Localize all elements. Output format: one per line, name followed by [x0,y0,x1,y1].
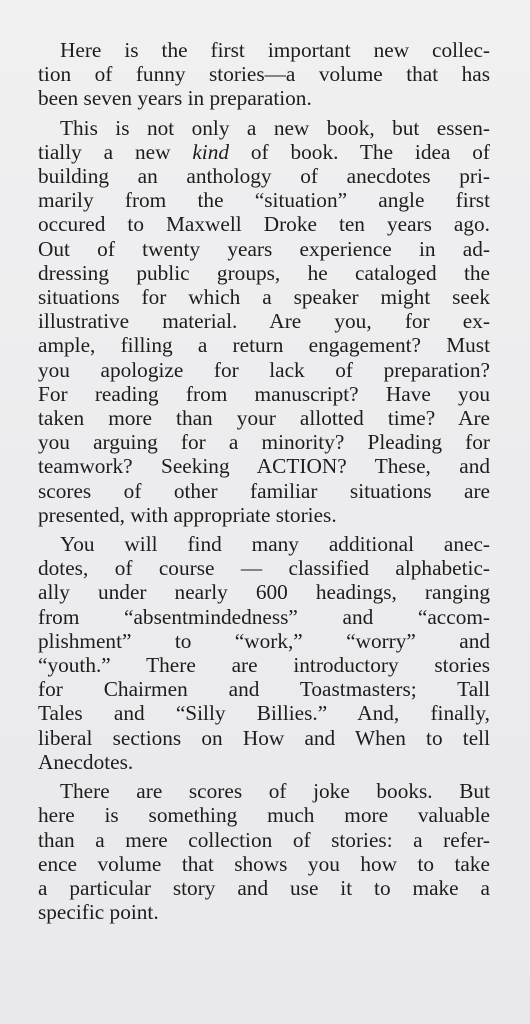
paragraph-additional-anecdotes [38,532,490,774]
text-line: here is something much more valuable [38,803,490,828]
text-line: plishment” to “work,” “worry” and [38,628,490,653]
book-description-text [38,38,490,929]
text-line: a particular story and use it to make a [38,875,490,900]
text-line: than a mere collection of stories: a refer- [38,827,490,852]
text-line: been seven years in preparation. [38,86,312,111]
text-line: scores of other familiar situations are [38,478,490,503]
text-line: occured to Maxwell Droke ten years ago. [38,212,490,237]
text-line: you arguing for a minority? Pleading for [38,430,490,455]
text-line: You will find many additional anec- [60,532,490,557]
text-line: ample, filling a return engagement? Must [38,333,490,358]
text-line: Here is the first important new collec- [60,38,490,62]
text-line: specific point. [38,900,159,925]
text-line-with-italic [38,140,490,164]
italic-word: kind [192,139,230,164]
text-line: dotes, of course — classified alphabetic- [38,556,490,581]
text-line: from “absentmindedness” and “accom- [38,604,490,629]
text-line: you apologize for lack of preparation? [38,357,490,382]
text-fragment: tially a new [38,139,193,164]
text-line: For reading from manuscript? Have you [38,381,490,406]
text-line: dressing public groups, he cataloged the [38,260,490,285]
paragraph-intro [38,38,490,111]
text-line: presented, with appropriate stories. [38,502,337,527]
text-line: ally under nearly 600 headings, ranging [38,580,490,605]
text-line: “youth.” There are introductory stories [38,653,490,678]
text-line: ence volume that shows you how to take [38,851,490,876]
text-line: illustrative material. Are you, for ex- [38,309,490,334]
paragraph-reference-volume [38,779,490,924]
text-fragment: of book. The idea of [229,139,490,164]
text-line: for Chairmen and Toastmasters; Tall [38,677,490,702]
text-line: marily from the “situation” angle first [38,188,490,213]
text-line: This is not only a new book, but essen- [60,115,490,140]
text-line: Tales and “Silly Billies.” And, finally, [38,701,490,726]
text-line: Anecdotes. [38,749,134,774]
text-line: There are scores of joke books. But [60,779,490,804]
text-line: taken more than your allotted time? Are [38,406,490,431]
text-line: Out of twenty years experience in ad- [38,236,490,261]
text-line: liberal sections on How and When to tell [38,725,490,750]
paragraph-new-kind [38,116,490,527]
text-line: tion of funny stories—a volume that has [38,62,490,87]
text-line: teamwork? Seeking ACTION? These, and [38,454,490,479]
text-line: situations for which a speaker might seek [38,285,490,310]
text-line: building an anthology of anecdotes pri- [38,164,490,189]
